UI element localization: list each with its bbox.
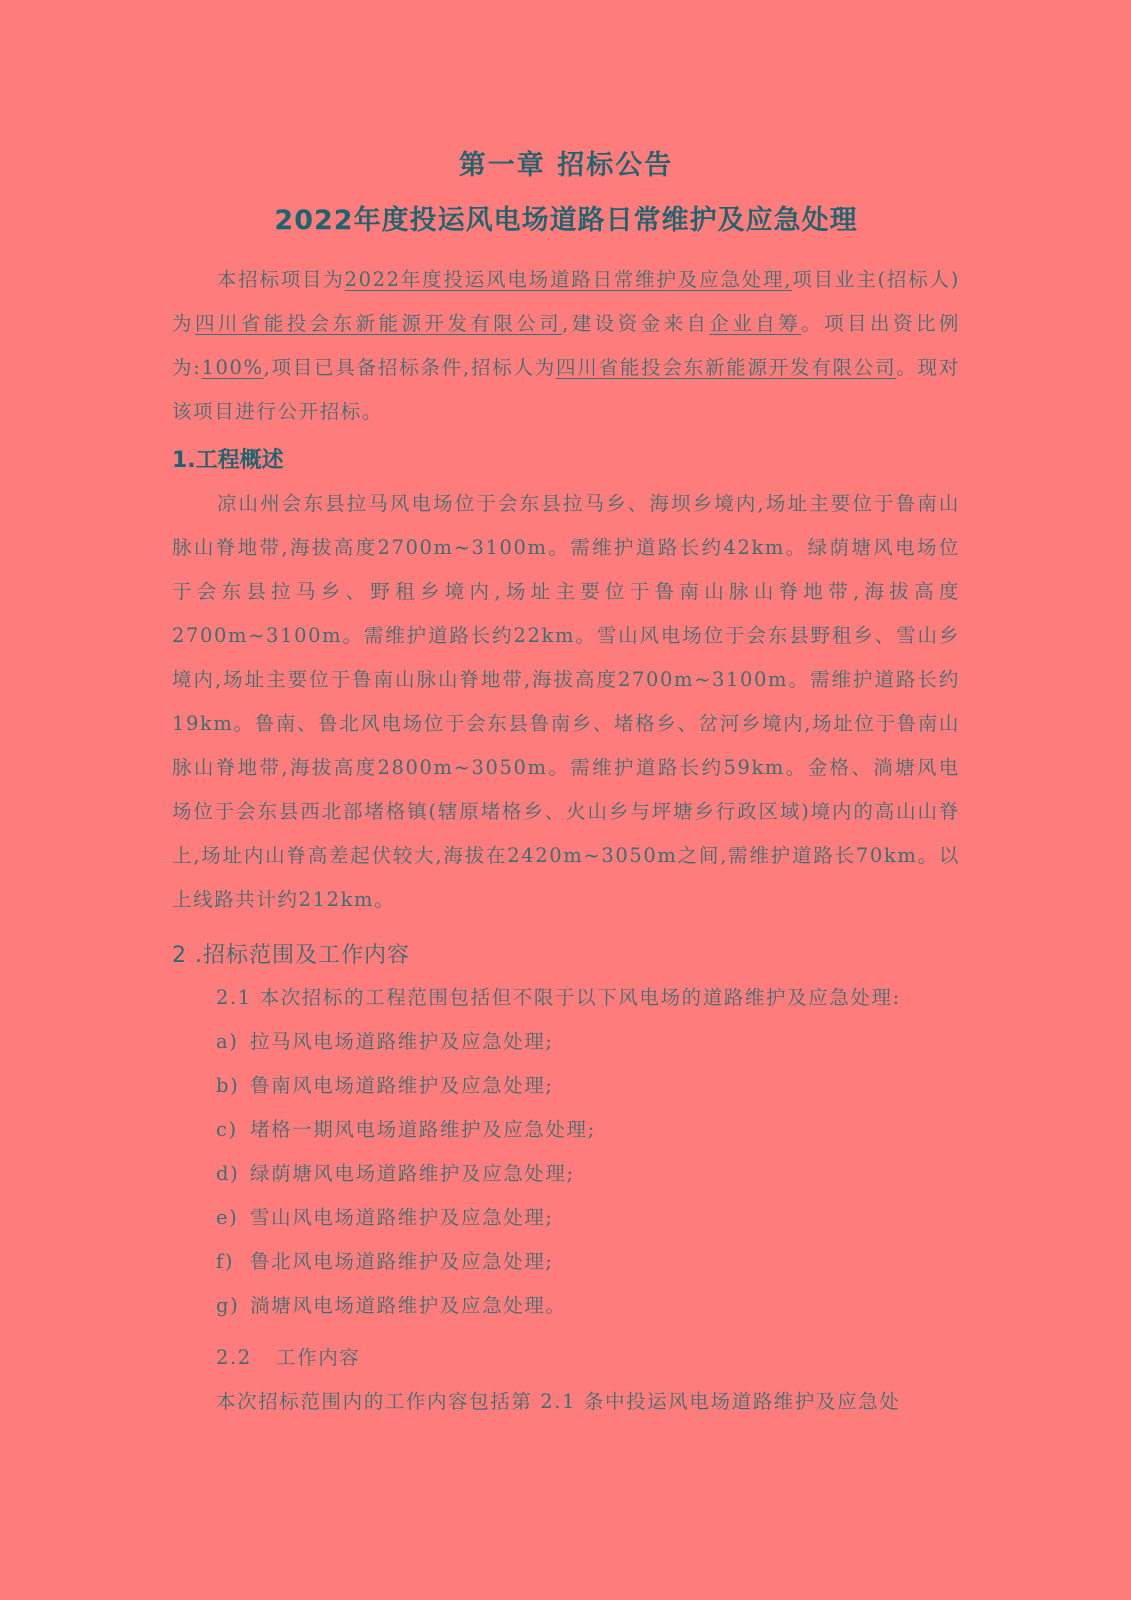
intro-text-4: 。项目出资比例为: (172, 312, 960, 379)
list-item-mark: d) (216, 1162, 240, 1185)
chapter-title: 第一章 招标公告 (458, 150, 674, 181)
list-item-text: 拉马风电场道路维护及应急处理; (250, 1030, 554, 1053)
list-item (216, 1152, 960, 1196)
project-title: 2022年度投运风电场道路日常维护及应急处理 (274, 205, 858, 236)
intro-text-2: 项目业主(招标人)为 (172, 268, 961, 335)
scope-list (172, 1020, 960, 1328)
section-2-2-number: 2.2 (216, 1346, 252, 1369)
intro-text-1: 本招标项目为 (216, 268, 345, 291)
document-page (172, 148, 960, 1424)
list-item-text: 鲁南风电场道路维护及应急处理; (250, 1074, 554, 1097)
intro-text-3: ,建设资金来自 (562, 312, 710, 335)
funding-ratio: 100% (201, 356, 264, 379)
list-item (216, 1064, 960, 1108)
section-1-body: 凉山州会东县拉马风电场位于会东县拉马乡、海坝乡境内,场址主要位于鲁南山脉山脊地带,海拔高度2700m~3100m。需维护道路长约42km。绿荫塘风电场位于会东县拉马乡、野租乡境内,场址主要位于鲁南山脉山脊地带,海拔高度2700m~3100m。需维护道路长约22km。雪山风电场位于会东县野租乡、雪山乡境内,场址主要位于鲁南山脉山脊地带,海拔高度2700m~3100m。需维护道路长约19km。鲁南、鲁北风电场位于会东县鲁南乡、堵格乡、岔河乡境内,场址位于鲁南山脉山脊地带,海拔高度2800m~3050m。需维护道路长约59km。金格、淌塘风电场位于会东县西北部堵格镇(辖原堵格乡、火山乡与坪塘乡行政区域)境内的高山山脊上,场址内山脊高差起伏较大,海拔在2420m~3050m之间,需维护道路长70km。以上线路共计约212km。 (172, 492, 960, 911)
project-name: 2022年度投运风电场道路日常维护及应急处理, (344, 268, 793, 291)
section-2-1-text: 2.1 本次招标的工程范围包括但不限于以下风电场的道路维护及应急处理: (216, 986, 901, 1009)
list-item (216, 1284, 960, 1328)
section-2-2-body: 本次招标范围内的工作内容包括第 2.1 条中投运风电场道路维护及应急处 (216, 1390, 901, 1413)
intro-text-5: ,项目已具备招标条件,招标人为 (263, 356, 557, 379)
list-item-text: 淌塘风电场道路维护及应急处理。 (250, 1294, 567, 1317)
list-item-mark: b) (216, 1074, 240, 1097)
list-item-mark: c) (216, 1118, 238, 1141)
list-item (216, 1020, 960, 1064)
section-2-2-heading (216, 1336, 960, 1380)
list-item-text: 绿荫塘风电场道路维护及应急处理; (250, 1162, 575, 1185)
list-item-mark: a) (216, 1030, 239, 1053)
intro-paragraph (172, 258, 960, 434)
list-item-mark: e) (216, 1206, 239, 1229)
tenderer-name: 四川省能投会东新能源开发有限公司 (556, 356, 897, 379)
list-item (216, 1240, 960, 1284)
list-item-mark: f) (216, 1250, 235, 1273)
intro-text-6: 。现对该项目进行公开招标。 (172, 356, 960, 423)
fund-source: 企业自筹 (709, 312, 802, 335)
list-item-text: 鲁北风电场道路维护及应急处理; (250, 1250, 554, 1273)
list-item (216, 1196, 960, 1240)
list-item-mark: g) (216, 1294, 240, 1317)
list-item-text: 雪山风电场道路维护及应急处理; (250, 1206, 554, 1229)
section-2-heading: 2 .招标范围及工作内容 (172, 943, 410, 968)
list-item (216, 1108, 960, 1152)
section-2-2-title: 工作内容 (276, 1346, 361, 1369)
owner-name: 四川省能投会东新能源开发有限公司 (194, 312, 563, 335)
list-item-text: 堵格一期风电场道路维护及应急处理; (250, 1118, 596, 1141)
section-1-heading: 1.工程概述 (172, 448, 284, 473)
